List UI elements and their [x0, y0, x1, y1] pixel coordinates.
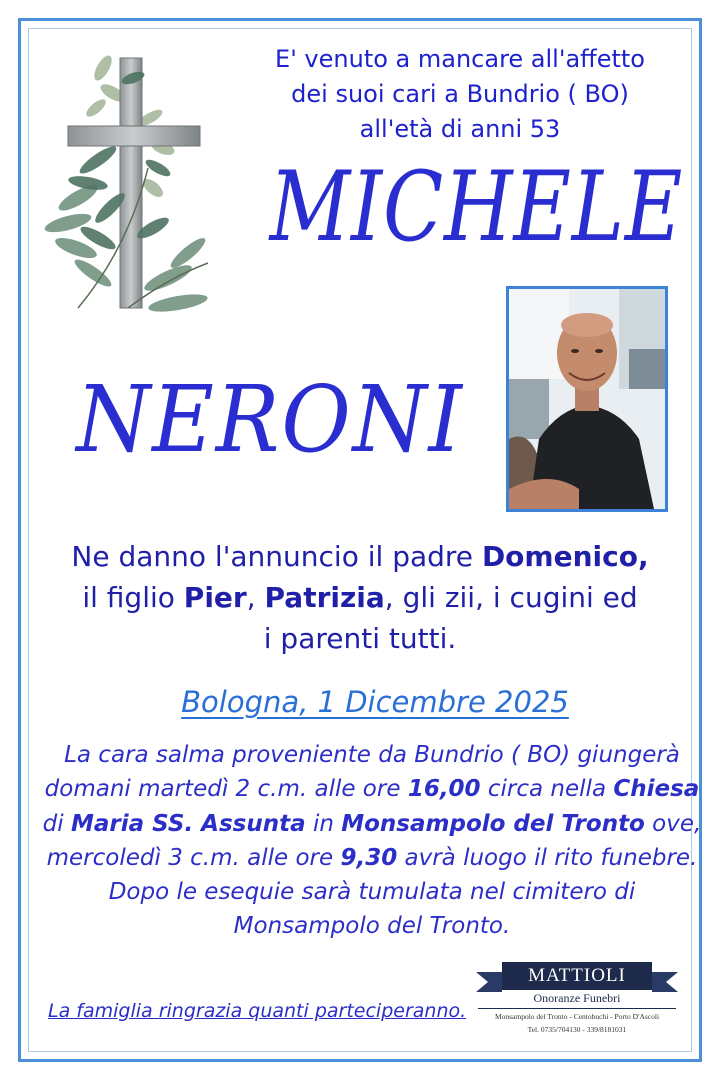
church-name: Maria SS. Assunta: [70, 810, 306, 837]
funeral-details: [34, 738, 710, 944]
details-text: mercoledì 3 c.m. alle ore: [46, 844, 341, 871]
details-text: in: [305, 810, 342, 837]
logo-name: MATTIOLI: [502, 962, 652, 990]
announcement: [30, 536, 690, 659]
date-line: [30, 682, 720, 722]
announcement-text: ,: [246, 581, 265, 614]
details-line: [34, 807, 710, 841]
funeral-time: 9,30: [340, 844, 398, 871]
logo-ribbon-left: [476, 972, 502, 992]
announcement-father-name: Domenico,: [481, 540, 649, 573]
details-line: Dopo le esequie sarà tumulata nel cimitero di: [108, 879, 636, 906]
announcement-line: i parenti tutti.: [263, 622, 457, 655]
details-text: circa nella: [480, 776, 614, 803]
details-text: ove,: [644, 810, 702, 837]
logo-phone: Tel. 0735/704130 - 339/8181031: [527, 1025, 627, 1034]
details-text: domani martedì 2 c.m. alle ore: [44, 776, 408, 803]
intro-line: E' venuto a mancare all'affetto: [275, 45, 645, 73]
announcement-line: [30, 577, 690, 618]
announcement-text: , gli zii, i cugini ed: [384, 581, 638, 614]
funeral-home-logo: [472, 958, 682, 1038]
details-line: [34, 841, 710, 875]
announcement-line: [30, 536, 690, 577]
town-name: Monsampolo del Tronto: [341, 810, 645, 837]
intro-line: all'età di anni 53: [359, 115, 561, 143]
details-line: [34, 772, 710, 806]
details-line: La cara salma proveniente da Bundrio ( BO) giungerà: [64, 742, 680, 768]
logo-address: Monsampolo del Tronto - Centobuchi - Porto D'Ascoli: [494, 1012, 660, 1021]
logo-subtitle: Onoranze Funebri: [533, 991, 621, 1005]
last-name: NERONI: [76, 366, 464, 473]
announcement-text: il figlio: [82, 581, 184, 614]
logo-divider: [478, 1008, 676, 1009]
arrival-time: 16,00: [407, 776, 481, 803]
date-text: Bologna, 1 Dicembre 2025: [181, 685, 569, 719]
intro-text: [240, 42, 680, 147]
intro-line: dei suoi cari a Bundrio ( BO): [291, 80, 629, 108]
thanks-note: La famiglia ringrazia quanti parteciperanno.: [48, 1000, 467, 1022]
announcement-relative-name: Patrizia: [264, 581, 385, 614]
announcement-son-name: Pier: [183, 581, 247, 614]
details-text: di: [42, 810, 71, 837]
details-line: Monsampolo del Tronto.: [233, 913, 511, 940]
logo-ribbon-right: [652, 972, 678, 992]
portrait-image: [509, 289, 665, 509]
details-text: avrà luogo il rito funebre.: [397, 844, 698, 871]
first-name: MICHELE: [269, 151, 684, 263]
portrait-photo: [506, 286, 668, 512]
church-label: Chiesa: [613, 776, 700, 803]
announcement-text: Ne danno l'annuncio il padre: [71, 540, 482, 573]
cross-with-leaves-icon: [38, 48, 218, 320]
